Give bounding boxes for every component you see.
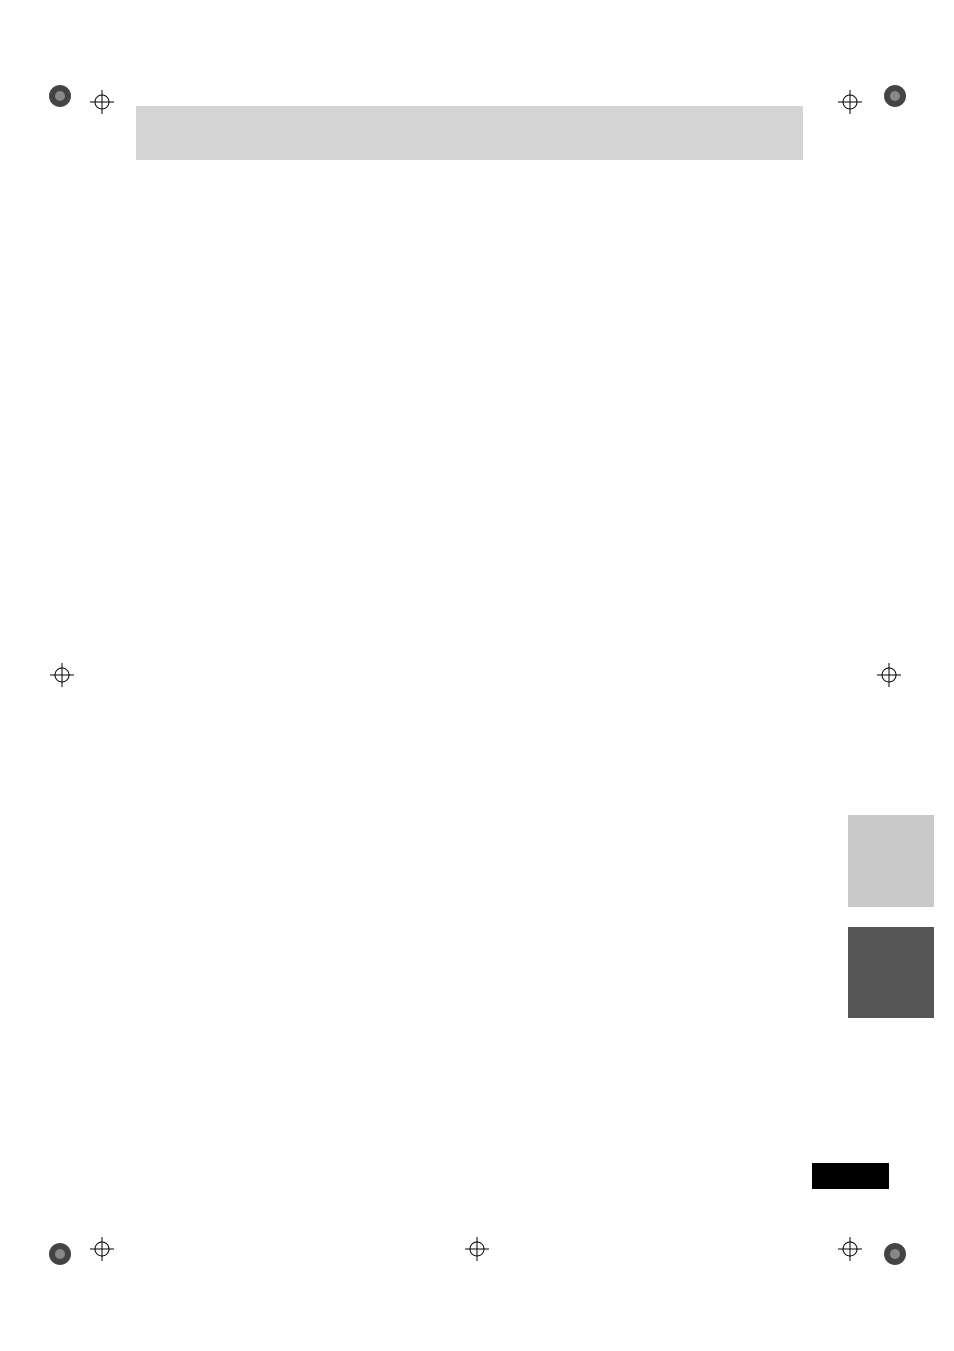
registration-mark-icon [50, 663, 74, 687]
registration-mark-icon [90, 90, 114, 114]
side-tab-dark [848, 927, 934, 1018]
header-band [136, 106, 803, 160]
registration-mark-icon [465, 1237, 489, 1261]
registration-mark-icon [48, 1242, 72, 1266]
registration-mark-icon [877, 663, 901, 687]
registration-mark-icon [48, 84, 72, 108]
registration-mark-icon [838, 1237, 862, 1261]
side-label [821, 178, 841, 498]
registration-mark-icon [883, 84, 907, 108]
page-number [812, 1163, 889, 1189]
registration-mark-icon [90, 1237, 114, 1261]
side-tab [848, 815, 934, 907]
registration-mark-icon [838, 90, 862, 114]
registration-mark-icon [883, 1242, 907, 1266]
